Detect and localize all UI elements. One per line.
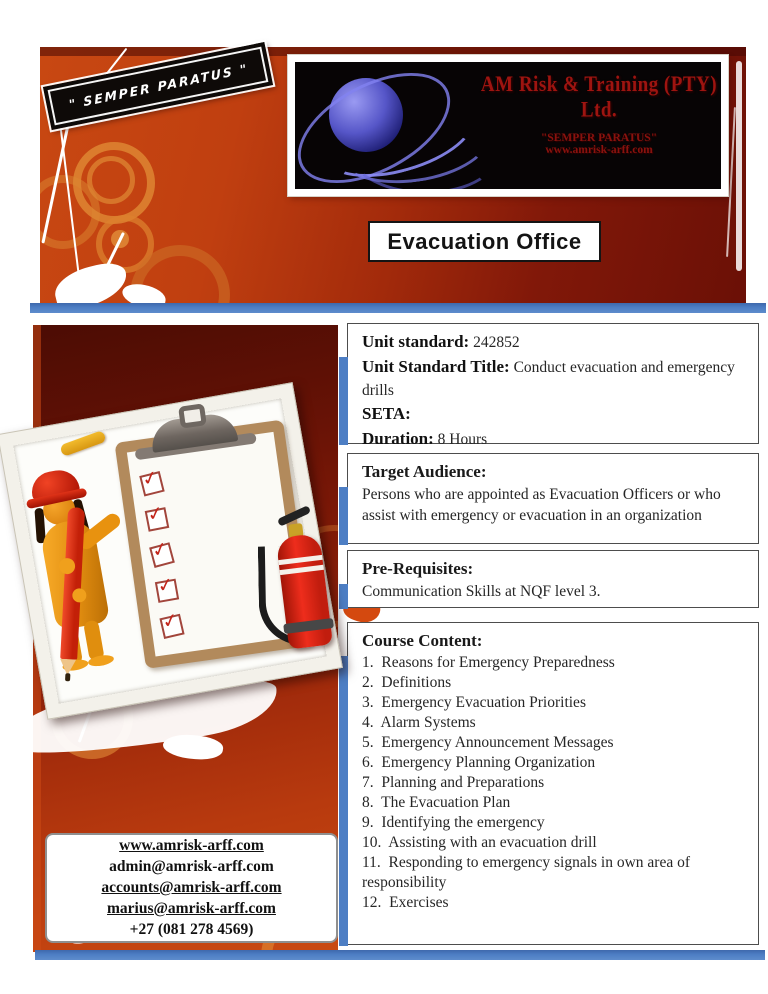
check-mark: ✓ — [139, 465, 161, 492]
check-mark: ✓ — [155, 573, 176, 598]
course-item: 8. The Evacuation Plan — [362, 794, 511, 811]
checkbox-checked-icon — [139, 465, 164, 496]
company-logo — [288, 55, 728, 196]
unit-title-line — [362, 355, 744, 402]
seta-line — [362, 402, 744, 427]
course-item: 12. Exercises — [362, 894, 449, 911]
contact-line[interactable]: accounts@amrisk-arff.com — [101, 879, 282, 896]
unit-standard-label: Unit standard: — [362, 332, 470, 351]
extinguisher-band — [283, 618, 334, 634]
course-content-heading: Course Content: — [362, 631, 483, 650]
unit-standard-line — [362, 330, 744, 355]
course-item: 10. Assisting with an evacuation drill — [362, 834, 597, 851]
checkbox-checked-icon — [145, 501, 170, 532]
checkbox-checked-icon — [159, 608, 184, 639]
prerequisites-body: Communication Skills at NQF level 3. — [362, 583, 601, 600]
checkbox-checked-icon — [155, 573, 179, 603]
unit-title-label: Unit Standard Title: — [362, 357, 510, 376]
course-item: 5. Emergency Announcement Messages — [362, 734, 614, 751]
course-content-list — [362, 653, 744, 913]
seta-label: SETA: — [362, 404, 411, 423]
contact-line[interactable]: www.amrisk-arff.com — [119, 837, 264, 854]
duration-value: 8 Hours — [437, 431, 488, 448]
page-title-box — [368, 221, 601, 262]
check-mark: ✓ — [160, 608, 181, 634]
course-item: 4. Alarm Systems — [362, 714, 476, 731]
course-item: 3. Emergency Evacuation Priorities — [362, 694, 586, 711]
unit-standard-value: 242852 — [473, 334, 520, 351]
unit-standard-card — [347, 323, 759, 448]
course-item: 1. Reasons for Emergency Preparedness — [362, 654, 615, 671]
grunge-blob — [51, 259, 132, 303]
target-audience-card — [347, 453, 759, 544]
unit-title-value: Conduct evacuation and emergency drills — [362, 359, 735, 399]
target-audience-heading: Target Audience: — [362, 462, 487, 481]
prerequisites-card — [347, 550, 759, 608]
contact-line[interactable]: +27 (081 278 4569) — [129, 921, 254, 938]
bottom-separator — [35, 950, 765, 960]
highlighter-pen — [59, 430, 106, 457]
contact-info-box — [45, 833, 338, 943]
prerequisites-heading: Pre-Requisites: — [362, 559, 474, 578]
logo-website: www.amrisk-arff.com — [545, 144, 653, 156]
check-mark: ✓ — [145, 501, 166, 527]
banner-motto-text: " SEMPER PARATUS " — [67, 60, 249, 112]
logo-text-block — [480, 72, 718, 156]
course-item: 7. Planning and Preparations — [362, 774, 545, 791]
contact-line[interactable]: marius@amrisk-arff.com — [107, 900, 276, 917]
extinguisher-body — [276, 533, 333, 650]
grunge-stroke — [736, 61, 742, 271]
course-content-card — [347, 622, 759, 945]
extinguisher-stripe — [280, 565, 324, 575]
check-mark: ✓ — [149, 537, 171, 563]
checkbox-checked-icon — [149, 537, 175, 568]
course-item: 9. Identifying the emergency — [362, 814, 545, 831]
target-audience-body: Persons who are appointed as Evacuation Officers or who assist with emergency or evacuation in an organization — [362, 486, 721, 524]
contact-line[interactable]: admin@amrisk-arff.com — [109, 858, 274, 875]
course-item: 11. Responding to emergency signals in own area of responsibility — [362, 854, 694, 891]
top-separator — [30, 303, 766, 313]
pencil-lead — [65, 673, 70, 681]
duration-line — [362, 427, 744, 452]
course-item: 2. Definitions — [362, 674, 452, 691]
page-title: Evacuation Office — [387, 228, 582, 254]
company-name: AM Risk & Training (PTY) Ltd. — [480, 72, 718, 123]
course-item: 6. Emergency Planning Organization — [362, 754, 596, 771]
clipboard-clip-ring — [178, 403, 207, 428]
logo-background — [295, 62, 721, 189]
extinguisher-stripe — [278, 555, 322, 565]
duration-label: Duration: — [362, 429, 434, 448]
logo-motto: "SEMPER PARATUS" — [540, 132, 658, 144]
